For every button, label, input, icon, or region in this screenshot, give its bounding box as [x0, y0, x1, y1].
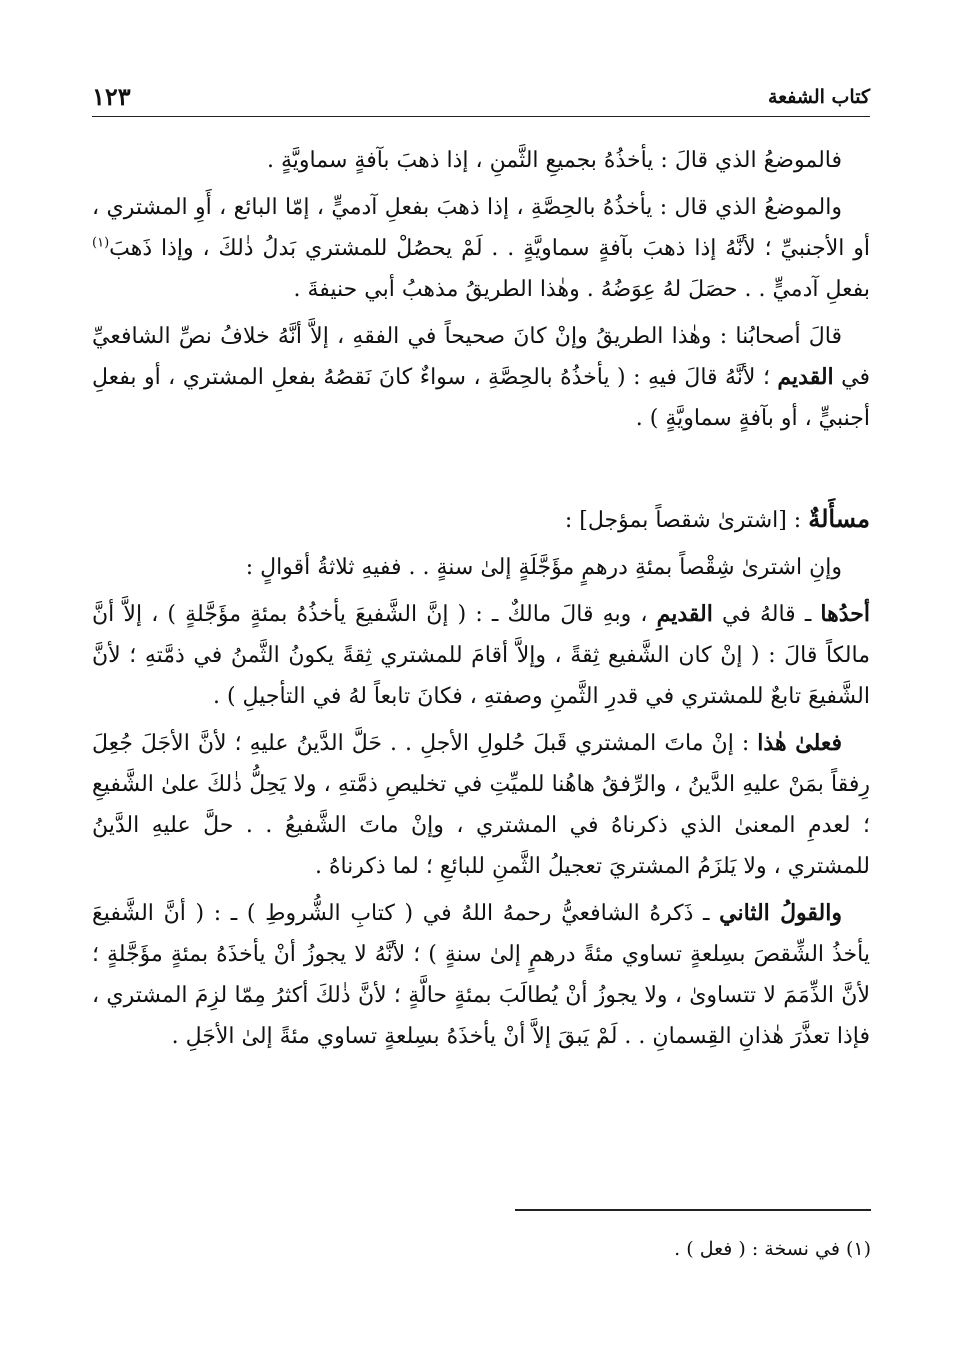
paragraph-text: بفعلِ آدميٍّ . . حصَلَ لهُ عِوَضُهُ . وهٰذا الطريقُ مذهبُ أبي حنيفةَ .: [293, 277, 870, 302]
question-heading: [92, 497, 870, 543]
paragraph: [92, 187, 870, 310]
footnote-separator: [515, 1209, 871, 1211]
paragraph-text: ، وبهِ قالَ مالكٌ ـ : ( إنَّ الشَّفيعَ يأخذُهُ بمئةٍ مؤَجَّلةٍ ) ، إلاَّ أنَّ مالكاً قالَ : ( إنْ كان الشَّفيع ثِقةً ، وإلاَّ أقامَ للمشتري ثِقةً يكونُ الثَّمنُ في ذمَّتهِ ؛ لأنَّ الشَّفيعَ تابعٌ للمشتري في قدرِ الثَّمنِ وصفتهِ ، فكانَ تابعاً لهُ في التأجيلِ ) .: [92, 602, 870, 709]
bold-term: القديمِ: [656, 601, 713, 627]
page-number: ١٢٣: [92, 82, 131, 111]
bold-term: القديم: [777, 364, 834, 390]
chapter-title: كتاب الشفعة: [767, 86, 870, 108]
footnote: (١) في نسخة : ( فعل ) .: [674, 1238, 871, 1260]
paragraph: [92, 316, 870, 439]
paragraph-text: قالَ أصحابُنا : وهٰذا الطريقُ وإنْ كانَ صحيحاً في الفقهِ ، إلاَّ أنَّهُ خلافُ نصِّ الشافعيِّ في: [92, 324, 870, 390]
paragraph-text: ـ ذَكرهُ الشافعيُّ رحمهُ اللهُ في ( كتابِ الشُّروطِ ) ـ : ( أنَّ الشَّفيعَ يأخذُ الشِّقصَ بسِلعةٍ تساوي مئةً درهمٍ إلىٰ سنةٍ ) ؛ لأنَّهُ لا يجوزُ أنْ يأخذَهُ بمئةٍ مؤَجَّلةٍ ؛ لأنَّ الذِّمَمَ لا تتساوىٰ ، ولا يجوزُ أنْ يُطالَبَ بمئةٍ حالَّةٍ ؛ لأنَّ ذٰلكَ أكثرُ مِمّا لزِمَ المشتري ، فإذا تعذَّرَ هٰذانِ القِسمانِ . . لَمْ يَبقَ إلاَّ أنْ يأخذَهُ بسِلعةٍ تساوي مئةً إلىٰ الأجَلِ .: [92, 901, 870, 1049]
bold-term: أحدُها: [820, 601, 870, 627]
paragraph-text: ؛ لأنَّهُ قالَ فيهِ : ( يأخذُهُ بالحِصَّةِ ، سواءٌ كانَ نَقصُهُ بفعلِ المشتري ، أو بفعلِ أجنبيٍّ ، أو بآفةٍ سماويَّةٍ ) .: [92, 365, 870, 431]
question-label: مسأَلةٌ: [808, 504, 870, 533]
paragraph-text: ـ قالهُ في: [721, 602, 812, 627]
paragraph: وإنِ اشترىٰ شِقْصاً بمئةِ درهمٍ مؤَجَّلَةٍ إلىٰ سنةٍ . . ففيهِ ثلاثةُ أقوالٍ :: [245, 555, 842, 580]
page-body: [92, 140, 870, 1063]
bold-term: والقولُ الثاني: [719, 900, 842, 926]
paragraph: [92, 723, 870, 887]
page-header: [92, 82, 870, 117]
bold-term: فعلىٰ هٰذا: [757, 730, 843, 756]
paragraph: [92, 594, 870, 717]
question-title: : [اشترىٰ شقصاً بمؤجل] :: [564, 508, 802, 533]
paragraph: [92, 893, 870, 1057]
paragraph: فالموضعُ الذي قالَ : يأخذُهُ بجميعِ الثَّمنِ ، إذا ذهبَ بآفةٍ سماويَّةٍ .: [267, 148, 842, 173]
footnote-marker: (١): [92, 235, 110, 251]
paragraph-text: : إنْ ماتَ المشتري قَبلَ حُلولِ الأجلِ . . حَلَّ الدَّينُ عليهِ ؛ لأنَّ الأجَلَ جُعِلَ رِفقاً بمَنْ عليهِ الدَّينُ ، والرِّفقُ هاهُنا للميِّتِ في تخليصِ ذمَّتهِ ، ولا يَحِلُّ ذٰلكَ علىٰ الشَّفيعِ ؛ لعدمِ المعنىٰ الذي ذكرناهُ في المشتري ، وإنْ ماتَ الشَّفيعُ . . حلَّ عليهِ الدَّينُ للمشتري ، ولا يَلزَمُ المشتريَ تعجيلُ الثَّمنِ للبائعِ ؛ لما ذكرناهُ .: [92, 731, 870, 879]
paragraph-text: والموضعُ الذي قال : يأخذُهُ بالحِصَّةِ ، إذا ذهبَ بفعلِ آدميٍّ ، إمّا البائع ، أَوِ المشتري ، أو الأجنبيِّ ؛ لأنَّهُ إذا ذهبَ بآفةٍ سماويَّةٍ . . لَمْ يحصُلْ للمشتري بَدلُ ذٰلكَ ، وإذا ذَهبَ: [92, 195, 870, 261]
